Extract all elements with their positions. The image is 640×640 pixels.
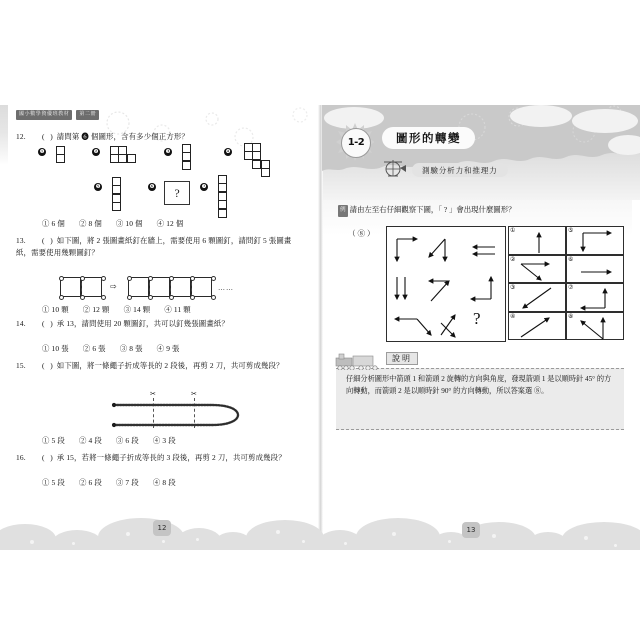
example-tag: 例: [338, 205, 348, 217]
question-15-options: [42, 433, 322, 447]
option-3-label: ③: [510, 284, 516, 291]
question-13-number: 13.: [16, 236, 26, 245]
question-14-number: 14.: [16, 319, 26, 328]
question-13-option-2[interactable]: ② 12 顆: [82, 305, 110, 314]
section-badge: 1-2: [341, 128, 371, 158]
option-3[interactable]: [508, 283, 566, 312]
option-2-label: ②: [510, 255, 516, 263]
question-16-number: 16.: [16, 453, 26, 462]
transform-arrow-icon: ⇨: [110, 282, 117, 291]
shape-2: [110, 146, 140, 172]
question-15: [16, 360, 306, 372]
question-12-option-4[interactable]: ④ 12 個: [156, 219, 184, 228]
running-head-title: 國小數學資優班教材: [16, 110, 72, 120]
question-14-text: 承 13，請問使用 20 顆圖釘，共可以釘幾張圖畫紙？: [56, 319, 229, 328]
question-14-option-3[interactable]: ③ 8 張: [119, 344, 143, 353]
helicopter-icon: [382, 159, 406, 177]
shape-4: [244, 143, 274, 181]
option-6-label: ⑥: [568, 255, 574, 263]
question-14-option-1[interactable]: ① 10 張: [42, 344, 69, 353]
question-14-option-4[interactable]: ④ 9 張: [156, 344, 180, 353]
question-13-option-4[interactable]: ④ 11 顆: [164, 305, 191, 314]
figure-label-4: ❹: [225, 149, 231, 155]
question-12-number: 12.: [16, 132, 26, 141]
option-4[interactable]: [508, 312, 566, 341]
question-16: [16, 452, 306, 464]
question-15-answer-blank[interactable]: ( ): [42, 361, 55, 370]
question-15-option-4[interactable]: ④ 3 段: [152, 436, 176, 445]
question-12-text: 請問第 ❻ 個圖形，含有多少個正方形？: [56, 132, 189, 141]
shape-5: [112, 177, 124, 215]
shape-1: [56, 146, 68, 168]
question-14-answer-blank[interactable]: ( ): [42, 319, 55, 328]
question-15-text: 如下圖，將一條繩子折成等長的 2 段後，再剪 2 刀，共可剪成幾段？: [56, 361, 284, 370]
answer-options-grid: [508, 226, 624, 340]
question-13-options: [42, 302, 322, 316]
question-15-number: 15.: [16, 361, 26, 370]
question-12: [16, 131, 306, 143]
question-16-option-3[interactable]: ③ 7 段: [115, 478, 139, 487]
option-8-label: ⑧: [568, 312, 574, 320]
example-answer: （ ⑧ ）: [348, 229, 375, 238]
question-14-options: [42, 341, 322, 355]
option-5-label: ⑤: [568, 227, 574, 234]
shape-3: [182, 144, 194, 174]
figure-label-2: ❷: [93, 149, 99, 155]
question-14: [16, 318, 306, 330]
figure-label-7: ❼: [201, 184, 207, 190]
question-13-option-1[interactable]: ① 10 顆: [42, 305, 69, 314]
question-13-answer-blank[interactable]: ( ): [42, 236, 55, 245]
scissors-icon: ✂: [191, 390, 197, 398]
arrow-grid-svg: [387, 227, 505, 341]
figure-label-3: ❸: [165, 149, 171, 155]
question-12-answer-blank[interactable]: ( ): [42, 132, 55, 141]
grid-question-mark: ?: [473, 309, 481, 328]
question-16-option-4[interactable]: ④ 8 段: [152, 478, 176, 487]
unknown-shape-box: ?: [164, 181, 190, 205]
running-head: [16, 110, 99, 120]
shape-7: [218, 175, 230, 221]
question-13-text: 如下圖，將 2 張圖畫紙釘在牆上，需要使用 6 顆圖釘，請問釘 5 張圖畫紙，需要使用幾顆圖釘？: [16, 236, 292, 257]
option-1[interactable]: [508, 226, 566, 255]
option-1-label: ①: [510, 227, 516, 234]
folded-rope: [108, 398, 268, 432]
page-number-right: 13: [462, 522, 480, 538]
question-13-option-3[interactable]: ③ 14 顆: [123, 305, 151, 314]
question-16-options: [42, 475, 322, 489]
option-7[interactable]: [566, 283, 624, 312]
question-15-option-2[interactable]: ② 4 段: [78, 436, 102, 445]
running-head-volume: 第二冊: [76, 110, 99, 120]
question-15-figure: [108, 390, 268, 432]
ellipsis: ……: [218, 284, 234, 292]
question-12-option-3[interactable]: ③ 10 個: [115, 219, 143, 228]
option-2[interactable]: [508, 255, 566, 284]
option-4-label: ④: [510, 312, 516, 320]
arrow-sequence-grid: [386, 226, 506, 342]
figure-label-5: ❺: [95, 184, 101, 190]
question-12-option-2[interactable]: ② 8 個: [78, 219, 102, 228]
section-subtitle: 測驗分析力和推理力: [412, 163, 508, 177]
option-5[interactable]: [566, 226, 624, 255]
question-16-option-1[interactable]: ① 5 段: [42, 478, 65, 487]
option-6[interactable]: [566, 255, 624, 284]
explanation-text: 仔細分析圖形中箭頭 1 和箭頭 2 旋轉的方向與角度，發現箭頭 1 是以順時針 45° 的方向轉動，而箭頭 2 是以順時針 90° 的方向轉動，所以答案選 ⑧。: [346, 375, 612, 395]
example-statement: [338, 204, 630, 217]
section-banner: [322, 105, 640, 205]
train-icon: [334, 352, 394, 370]
page-footer-decoration: [0, 510, 640, 550]
option-8[interactable]: [566, 312, 624, 341]
section-title: 圖形的轉變: [382, 127, 475, 149]
question-15-option-3[interactable]: ③ 6 段: [115, 436, 139, 445]
question-12-option-1[interactable]: ① 6 個: [42, 219, 65, 228]
scissors-icon: ✂: [150, 390, 156, 398]
figure-label-6: ❻: [149, 184, 155, 190]
question-16-answer-blank[interactable]: ( ): [42, 453, 55, 462]
question-13: [16, 235, 306, 258]
page-number-left: 12: [153, 520, 171, 536]
figure-label-1: ❶: [39, 149, 45, 155]
example-text: 請由左至右仔細觀察下圖，「 ? 」會出現什麼圖形？: [349, 205, 516, 214]
question-15-option-1[interactable]: ① 5 段: [42, 436, 65, 445]
question-12-options: [42, 216, 322, 230]
question-16-option-2[interactable]: ② 6 段: [78, 478, 102, 487]
explanation-label: 說明: [386, 352, 418, 365]
question-16-text: 承 15，若將一條繩子折成等長的 3 段後，再剪 2 刀，共可剪成幾段？: [56, 453, 286, 462]
question-14-option-2[interactable]: ② 6 張: [82, 344, 106, 353]
option-7-label: ⑦: [568, 284, 574, 291]
